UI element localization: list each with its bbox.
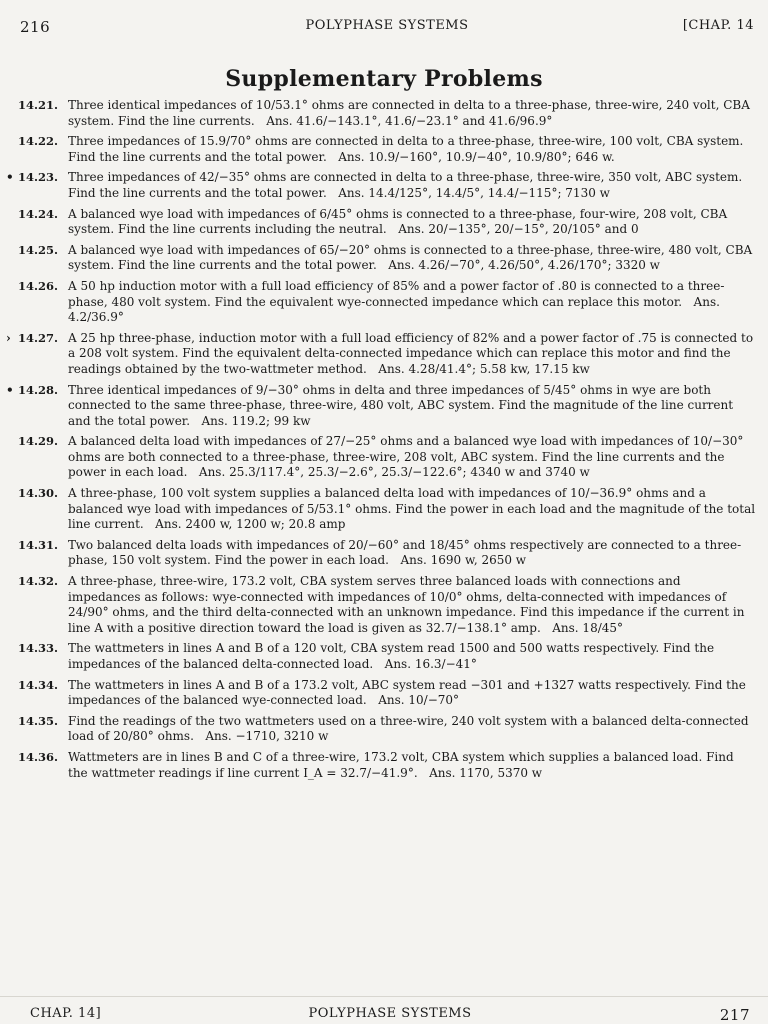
problem-item [14,750,756,781]
problem-number: 14.31. [18,537,59,552]
margin-mark: • [6,382,14,397]
problem-text: A 50 hp induction motor with a full load efficiency of 85% and a power factor of .80 is connected to a three-phase, 480 volt system. Find the equivalent wye-connected impedance which can replace this motor. [68,278,725,309]
problem-answer: Ans. −1710, 3210 w [205,729,329,744]
problem-answer: Ans. 41.6/−143.1°, 41.6/−23.1° and 41.6/96.9° [266,113,553,128]
problem-answer: Ans. 14.4/125°, 14.4/5°, 14.4/−115°; 7130 w [338,185,610,200]
problem-item [14,243,756,274]
problem-number: 14.34. [18,677,59,692]
chapter-label: [CHAP. 14 [682,18,754,33]
running-title: POLYPHASE SYSTEMS [305,18,469,33]
problem-item [14,134,756,165]
problem-text: Two balanced delta loads with impedances of 20/−60° and 18/45° ohms respectively are connected to a three-phase, 150 volt system. Find the power in each load. [68,537,742,568]
problem-number: 14.22. [18,134,59,149]
problem-item [14,98,756,129]
page-footer [30,1006,750,1024]
problem-number: 14.25. [18,242,59,257]
margin-mark: • [6,170,14,185]
problem-item [14,538,756,569]
problem-text: Wattmeters are in lines B and C of a three-wire, 173.2 volt, CBA system which supplies a balanced load. Find the wattmeter readings if line current I_A = 32.7/−41.9°. [68,749,734,780]
problem-answer: Ans. 2400 w, 1200 w; 20.8 amp [155,517,346,532]
problem-item [14,641,756,672]
problem-number: 14.32. [18,574,59,589]
problem-text: Three impedances of 15.9/70° ohms are connected in delta to a three-phase, three-wire, 100 volt, CBA system. Find the line currents and the total power. [68,134,744,164]
footer-chapter-label: CHAP. 14] [30,1006,102,1021]
problem-answer: Ans. 4.26/−70°, 4.26/50°, 4.26/170°; 3320 w [388,258,660,273]
margin-mark: › [6,330,11,345]
problem-answer: Ans. 10/−70° [378,693,460,708]
problem-number: 14.27. [18,330,59,345]
problem-item [6,382,756,430]
page-divider [0,996,768,997]
problem-item [14,678,756,709]
problem-answer: Ans. 4.2/36.9° [68,294,720,325]
problem-item [14,574,756,636]
problem-text: The wattmeters in lines A and B of a 120 volt, CBA system read 1500 and 500 watts respectively. Find the impedances of the balanced delta-connected load. [68,641,715,671]
problem-number: 14.24. [18,206,59,221]
page-header [20,18,754,38]
problem-answer: Ans. 4.28/41.4°; 5.58 kw, 17.15 kw [378,361,590,376]
problem-number: 14.35. [18,713,59,728]
problem-number: 14.21. [18,98,59,112]
problem-text: A three-phase, three-wire, 173.2 volt, CBA system serves three balanced loads with connections and impedances as follows: wye-connected with impedances of 10/0° ohms, delta-connected with impedances of 24/90° ohms, and the third delta-connected with an unknown impedance. Find this impedance if the current in line A with a positive direction toward the load is given as 32.7/−138.1° amp. [68,574,745,635]
problem-answer: Ans. 25.3/117.4°, 25.3/−2.6°, 25.3/−122.6°; 4340 w and 3740 w [198,465,590,480]
problem-number: 14.28. [18,382,59,397]
problem-text: The wattmeters in lines A and B of a 173.2 volt, ABC system read −301 and +1327 watts respectively. Find the impedances of the balanced wye-connected load. [68,677,746,708]
footer-page-number: 217 [719,1006,750,1024]
problem-list [6,98,756,786]
problem-answer: Ans. 20/−135°, 20/−15°, 20/105° and 0 [398,222,639,237]
problem-item [6,170,756,201]
problem-item [14,279,756,326]
problem-text: Three impedances of 42/−35° ohms are connected in delta to a three-phase, three-wire, 350 volt, ABC system. Find the line currents and the total power. [68,170,743,200]
problem-text: Three identical impedances of 9/−30° ohms in delta and three impedances of 5/45° ohms in wye are both connected to the same three-phase, three-wire, 480 volt, ABC system. Find the magnitude of the line current and the total power. [68,382,734,428]
section-title: Supplementary Problems [225,66,543,92]
problem-number: 14.26. [18,278,59,293]
problem-text: A balanced wye load with impedances of 6/45° ohms is connected to a three-phase, four-wire, 208 volt, CBA system. Find the line currents including the neutral. [68,206,728,237]
problem-text: A balanced delta load with impedances of 27/−25° ohms and a balanced wye load with impedances of 10/−30° ohms are both connected to a three-phase, three-wire, 208 volt, ABC system. Find the line currents and the power in each load. [68,434,744,480]
problem-item [14,207,756,238]
problem-number: 14.33. [18,641,59,656]
problem-answer: Ans. 18/45° [552,620,624,635]
problem-answer: Ans. 1690 w, 2650 w [400,553,527,568]
footer-running-title: POLYPHASE SYSTEMS [308,1006,472,1021]
problem-number: 14.30. [18,486,59,501]
problem-text: A 25 hp three-phase, induction motor with a full load efficiency of 82% and a power factor of .75 is connected to a 208 volt system. Find the equivalent delta-connected impedance which can replace this motor and find the readings obtained by the two-wattmeter method. [68,330,754,376]
problem-answer: Ans. 1170, 5370 w [429,765,543,780]
problem-number: 14.23. [18,170,59,185]
problem-item [14,486,756,533]
page-number: 216 [20,18,51,36]
problem-answer: Ans. 119.2; 99 kw [201,413,311,428]
problem-item [6,330,756,378]
problem-item [14,714,756,745]
problem-item [14,434,756,481]
problem-answer: Ans. 16.3/−41° [384,657,477,671]
problem-number: 14.36. [18,749,59,764]
problem-answer: Ans. 10.9/−160°, 10.9/−40°, 10.9/80°; 646 w. [338,149,615,164]
problem-text: A balanced wye load with impedances of 65/−20° ohms is connected to a three-phase, three-wire, 480 volt, CBA system. Find the line currents and the total power. [68,242,753,273]
problem-number: 14.29. [18,434,59,449]
problem-text: A three-phase, 100 volt system supplies a balanced delta load with impedances of 10/−36.9° ohms and a balanced wye load with impedances of 5/53.1° ohms. Find the power in each load and the magnitude of the total line current. [68,486,756,532]
problem-text: Find the readings of the two wattmeters used on a three-wire, 240 volt system with a balanced delta-connected load of 20/80° ohms. [68,713,749,744]
problem-text: Three identical impedances of 10/53.1° ohms are connected in delta to a three-phase, three-wire, 240 volt, CBA system. Find the line currents. [68,98,750,128]
